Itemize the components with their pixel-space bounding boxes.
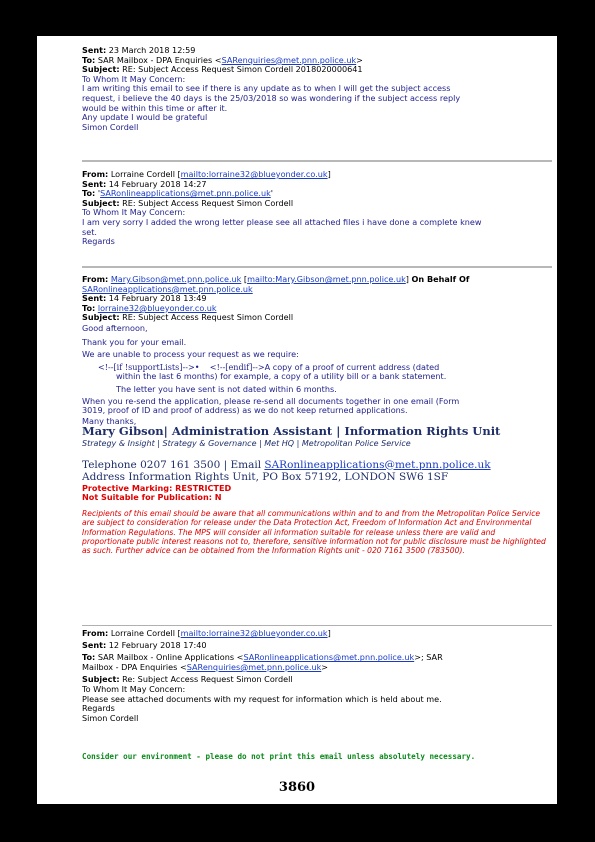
to-name: SAR Mailbox - DPA Enquiries <	[97, 54, 222, 65]
subject-label: Subject:	[82, 674, 120, 685]
body-line: request, i believe the 40 days is the 25/03/2018 so was wondering if the subject access reply	[82, 92, 461, 103]
email-link[interactable]: mailto:lorraine32@blueyonder.co.uk	[180, 169, 328, 179]
sent-date: 14 February 2018 13:49	[108, 293, 207, 304]
subject-text: RE: Subject Access Request Simon Cordell	[122, 197, 294, 208]
email-14-feb-1349: From: Mary.Gibson@met.pnn.police.uk [mailto:Mary.Gibson@met.pnn.police.uk] On Behalf Of SARonlineapplications@met.pnn.police.uk Sent: 14 February 2018 13:49 To: lorraine32@blueyonder.co.uk Subject: RE: Subject Access Request Simon Cordell Good afternoon, Thank you for your email. We are unable to process your request as we require: <!--[if !supportLists]-->• <!--[endif]-->A copy of a proof of current address (dated within the last 6 months) for example, a copy of a utility bill or a bank statement. The letter you have sent is not dated within 6 months. When you re-send the application, please re-send all documents together in one email (Form 3019, proof of ID and proof of address) as we do not keep returned applications. Many thanks, Mary Gibson| Administration Assistant | Information Rights Unit Strategy & Insight | Strategy & Governance | Met HQ | Metropolitan Police Service Telephone 0207 161 3500 | Email SARonlineapplications@met.pnn.police.uk Address Information Rights Unit, PO Box 57192, LONDON SW6 1SF Protective Marking: RESTRICTED Not Suitable for Publication: N Recipients of this email should be aware that all communications within and to and from the Metropolitan Police Service are subject to consideration for release under the Data Protection Act, Freedom of Information Act and Environmental Information Regulations. The MPS will consider all information suitable for release unless there are valid and proportionate public interest reasons not to, therefore, sensitive information not for public disclosure must be highlighted as such. Further advice can be obtained from the Information Rights unit - 020 7161 3500 (783500).	[82, 275, 552, 556]
protective-marking: Protective Marking: RESTRICTED	[82, 482, 232, 493]
email-link[interactable]: SARenquiries@met.pnn.police.uk	[186, 661, 322, 672]
disclaimer: Recipients of this email should be aware that all communications within and to and from the Metropolitan Police Service are subject to consideration for release under the Data Protection Act, Freedom of Information Act and Environmental Information Regulations. The MPS will consider all information suitable for release unless there are valid and proportionate public interest reasons not to, therefore, sensitive information not for public disclosure must be highlighted as such. Further advice can be obtained from the Information Rights unit - 020 7161 3500 (783500).	[82, 508, 546, 556]
sign-off: Many thanks,	[82, 415, 137, 426]
email-link[interactable]: SARonlineapplications@met.pnn.police.uk	[82, 283, 253, 294]
divider	[82, 625, 552, 626]
from-name: Lorraine Cordell [	[110, 628, 181, 638]
body-line: Simon Cordell	[82, 712, 139, 723]
email-link[interactable]: mailto:Mary.Gibson@met.pnn.police.uk	[247, 274, 406, 284]
requirement-item: A copy of a proof of current address (dated	[264, 361, 440, 372]
email-link[interactable]: SARonlineapplications@met.pnn.police.uk	[100, 188, 271, 199]
to-end: >	[356, 54, 363, 65]
subject-text: Re: Subject Access Request Simon Cordell	[122, 674, 293, 685]
sent-label: Sent:	[82, 293, 107, 304]
address-line: Address Information Rights Unit, PO Box 57192, LONDON SW6 1SF	[82, 471, 449, 483]
body-line: set.	[82, 226, 97, 237]
sent-date: 23 March 2018 12:59	[108, 45, 196, 55]
page-number: 3860	[278, 780, 316, 795]
to-name: SAR Mailbox - Online Applications <	[97, 652, 244, 663]
sent-label: Sent:	[82, 178, 107, 189]
signature-name: Mary Gibson| Administration Assistant | Information Rights Unit	[82, 424, 501, 439]
footer-note-block	[82, 752, 552, 762]
telephone-line: Telephone 0207 161 3500 | Email	[82, 458, 265, 471]
from-label: From:	[82, 274, 109, 284]
conditional-comment: <!--[if !supportLists]-->•	[98, 361, 200, 372]
email-12-feb	[82, 629, 552, 723]
body-line: We are unable to process your request as we require:	[82, 349, 299, 360]
signature-title: Strategy & Insight | Strategy & Governance | Met HQ | Metropolitan Police Service	[82, 438, 411, 448]
sent-date: 12 February 2018 17:40	[108, 639, 207, 650]
body-line: Regards	[82, 236, 115, 247]
body-line: To Whom It May Concern:	[82, 73, 186, 84]
subject-text: RE: Subject Access Request Simon Cordell	[122, 312, 294, 323]
to-end: >; SAR	[414, 652, 443, 663]
to-label: To:	[82, 54, 96, 65]
sent-label: Sent:	[82, 639, 107, 650]
email-14-feb-1427	[82, 170, 552, 247]
body-line: Please see attached documents with my request for information which is held about me.	[82, 693, 442, 704]
email-link[interactable]: SARonlineapplications@met.pnn.police.uk	[264, 458, 491, 471]
body-line: To Whom It May Concern:	[82, 207, 186, 218]
body-line: Thank you for your email.	[82, 336, 187, 347]
to-end: >	[321, 661, 329, 672]
email-link[interactable]: mailto:lorraine32@blueyonder.co.uk	[180, 628, 328, 638]
to-quote: '	[97, 188, 101, 199]
subject-label: Subject:	[82, 64, 120, 75]
publication-status: Not Suitable for Publication: N	[82, 492, 222, 503]
body-line: 3019, proof of ID and proof of address) as we do not keep returned applications.	[82, 405, 408, 416]
body-line: Any update I would be grateful	[82, 112, 208, 123]
from-label: From:	[82, 628, 109, 638]
sent-label: Sent:	[82, 45, 107, 55]
email-link[interactable]: Mary.Gibson@met.pnn.police.uk	[110, 274, 242, 284]
conditional-comment: <!--[endif]-->	[209, 361, 265, 372]
to-quote: '	[270, 188, 274, 199]
body-line: Regards	[82, 703, 115, 714]
on-behalf-label: On Behalf Of	[411, 274, 470, 284]
email-link[interactable]: SARonlineapplications@met.pnn.police.uk	[243, 652, 415, 663]
greeting: Good afternoon,	[82, 322, 148, 333]
from-end: ]	[327, 169, 331, 179]
requirement-item: within the last 6 months) for example, a copy of a utility bill or a bank statement.	[116, 371, 447, 382]
email-link[interactable]: SARenquiries@met.pnn.police.uk	[221, 54, 357, 65]
body-line: To Whom It May Concern:	[82, 683, 186, 694]
divider	[82, 266, 552, 268]
body-line: I am writing this email to see if there is any update as to when I will get the subject access	[82, 83, 451, 94]
body-line: would be within this time or after it.	[82, 102, 228, 113]
environment-note: Consider our environment - please do not print this email unless absolutely necessary.	[82, 752, 476, 761]
email-link[interactable]: lorraine32@blueyonder.co.uk	[97, 302, 217, 313]
to-name: Mailbox - DPA Enquiries <	[82, 661, 187, 672]
from-name: Lorraine Cordell [	[110, 169, 181, 179]
body-line: When you re-send the application, please re-send all documents together in one email (Form	[82, 395, 460, 406]
subject-label: Subject:	[82, 312, 120, 323]
body-line: I am very sorry I added the wrong letter please see all attached files i have done a complete knew	[82, 216, 482, 227]
to-label: To:	[82, 302, 96, 313]
from-label: From:	[82, 169, 109, 179]
body-line: Simon Cordell	[82, 121, 139, 132]
subject-label: Subject:	[82, 197, 120, 208]
document-page	[37, 36, 557, 804]
from-end: ]	[327, 628, 331, 638]
email-23-march	[82, 46, 552, 132]
to-label: To:	[82, 188, 96, 199]
sent-date: 14 February 2018 14:27	[108, 178, 207, 189]
divider	[82, 160, 552, 162]
to-label: To:	[82, 652, 96, 663]
subject-text: RE: Subject Access Request Simon Cordell 2018020000641	[122, 64, 363, 75]
requirement-item: The letter you have sent is not dated within 6 months.	[116, 383, 337, 394]
